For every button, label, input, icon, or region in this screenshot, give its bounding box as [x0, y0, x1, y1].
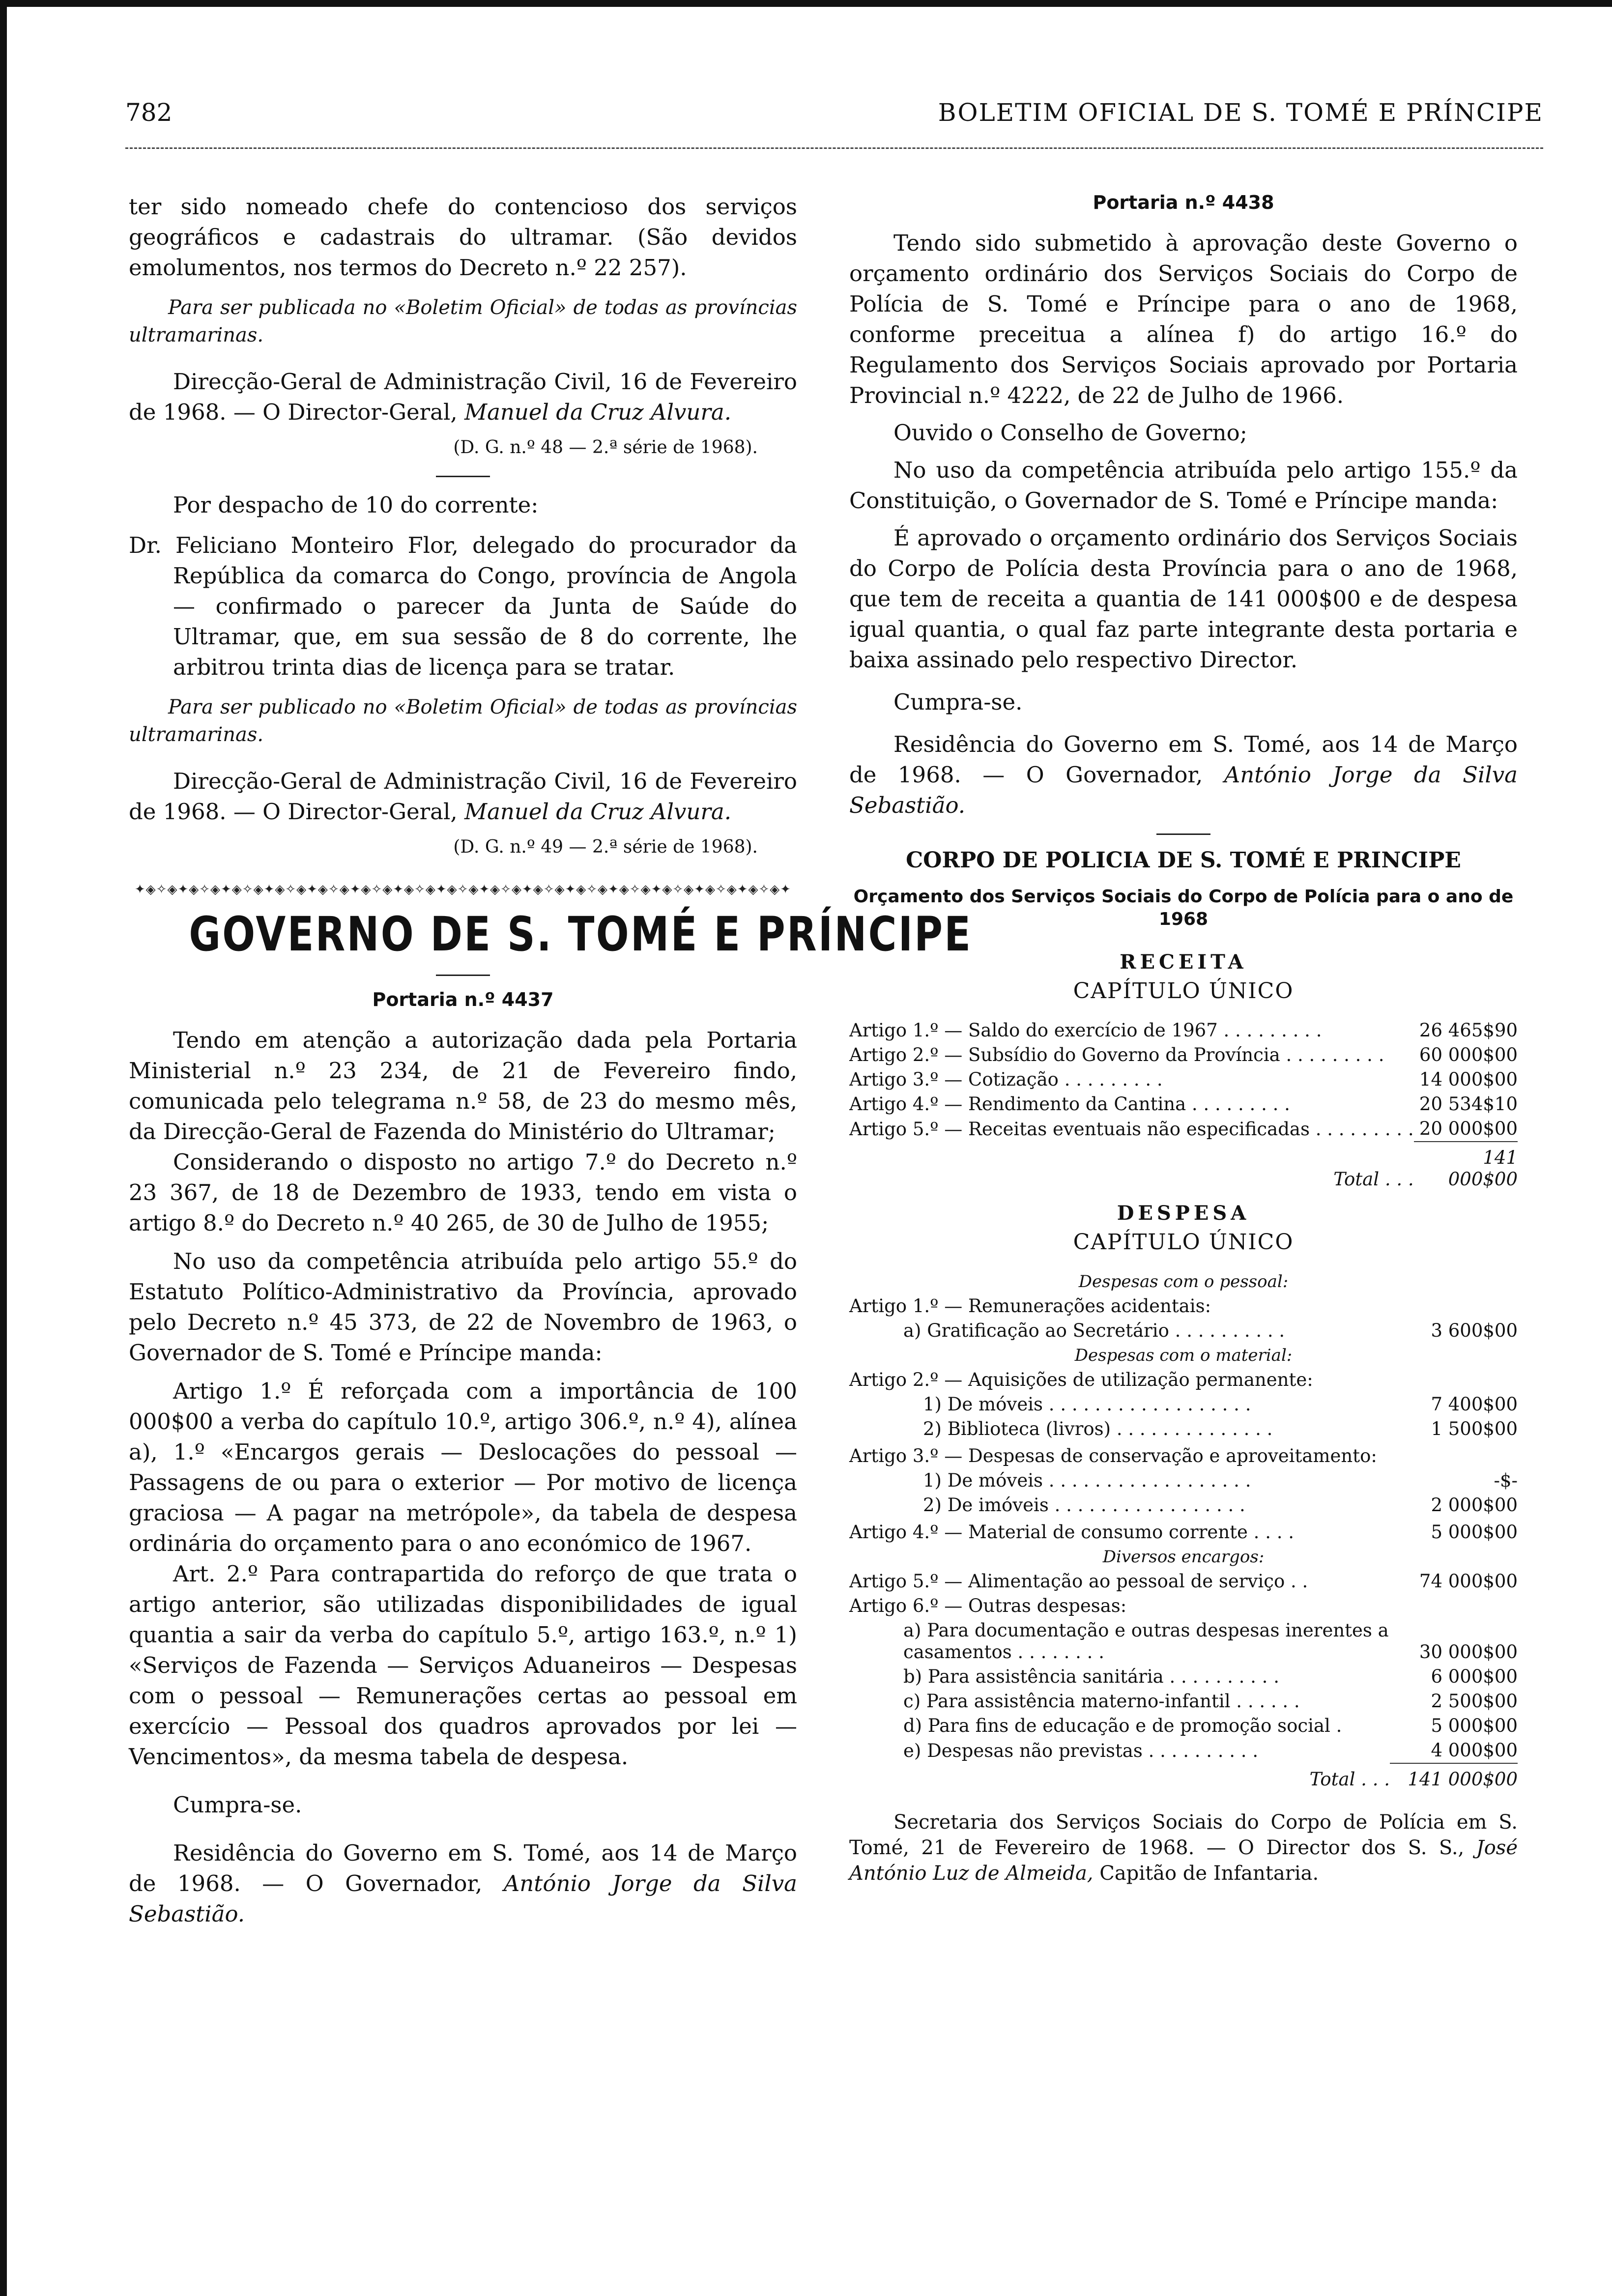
- budget-row: [849, 1714, 1518, 1738]
- budget-row: [849, 1689, 1518, 1714]
- portaria-paragraph: Considerando o disposto no artigo 7.º do Decreto n.º 23 367, de 18 de Dezembro de 1933, tendo em vista o artigo 8.º do Decreto n.º 40 265, de 30 de Julho de 1955;: [129, 1149, 797, 1236]
- row-amount: 30 000$00: [1419, 1641, 1518, 1663]
- page-border-left: [0, 0, 7, 2296]
- group-heading: Despesas com o material:: [1074, 1346, 1293, 1365]
- portaria-article: Artigo 1.º É reforçada com a importância de 100 000$00 a verba do capítulo 10.º, artigo 306.º, n.º 4), alínea a), 1.º «Encargos gerais — Deslocações do pessoal — Passagens de ou para o exterior — Por motivo de licença graciosa — A pagar na metrópole», da tabela de despesa ordinária do orçamento para o ano económico de 1967.: [129, 1378, 797, 1556]
- corpo-title: CORPO DE POLICIA DE S. TOMÉ E PRINCIPE: [906, 848, 1461, 873]
- row-amount: 74 000$00: [1419, 1571, 1518, 1592]
- budget-row: [849, 1043, 1518, 1067]
- separator-rule: [436, 476, 490, 477]
- despesa-heading: DESPESA: [1117, 1202, 1250, 1225]
- article-heading: Artigo 6.º — Outras despesas:: [849, 1595, 1127, 1616]
- total-label: Total . . .: [1333, 1169, 1414, 1190]
- cumpra-se: Cumpra-se.: [893, 689, 1023, 715]
- signatory-name: António Jorge da Silva Sebastião.: [849, 762, 1518, 818]
- portaria-paragraph: Ouvido o Conselho de Governo;: [893, 420, 1247, 446]
- receita-total-row: [849, 1142, 1518, 1192]
- despacho-heading: Por despacho de 10 do corrente:: [173, 492, 539, 518]
- row-label: Artigo 3.º — Cotização . . . . . . . . .: [849, 1069, 1163, 1090]
- row-label: d) Para fins de educação e de promoção social .: [903, 1715, 1342, 1736]
- portaria-paragraph: No uso da competência atribuída pelo artigo 155.º da Constituição, o Governador de S. Tomé e Príncipe manda:: [849, 457, 1518, 514]
- budget-signature: Secretaria dos Serviços Sociais do Corpo de Polícia em S. Tomé, 21 de Fevereiro de 1968. — O Director dos S. S., José António Luz de Almeida, Capitão de Infantaria.: [849, 1811, 1518, 1885]
- budget-row: [849, 1493, 1518, 1518]
- receita-table: [849, 1018, 1518, 1192]
- row-label: 2) De imóveis . . . . . . . . . . . . . . . . .: [923, 1494, 1245, 1516]
- portaria-paragraph: No uso da competência atribuída pelo artigo 55.º do Estatuto Político-Administrativo da Província, aprovado pelo Decreto n.º 45 373, de 22 de Novembro de 1963, o Governador de S. Tomé e Príncipe manda:: [129, 1248, 797, 1366]
- budget-row: [849, 1392, 1518, 1417]
- article-heading: Artigo 3.º — Despesas de conservação e aproveitamento:: [849, 1445, 1377, 1466]
- row-label: Artigo 2.º — Subsídio do Governo da Província . . . . . . . . .: [849, 1044, 1384, 1065]
- group-heading: Despesas com o pessoal:: [1078, 1272, 1289, 1292]
- signatory-name: António Jorge da Silva Sebastião.: [129, 1870, 797, 1927]
- budget-row: [849, 1417, 1518, 1441]
- budget-row: [849, 1117, 1518, 1142]
- budget-row: [849, 1618, 1518, 1665]
- row-label: Artigo 5.º — Alimentação ao pessoal de serviço . .: [849, 1571, 1308, 1592]
- separator-rule: [436, 975, 490, 976]
- budget-row: [849, 1067, 1518, 1092]
- right-column: [849, 192, 1518, 1886]
- article-heading: Artigo 1.º — Remunerações acidentais:: [849, 1295, 1211, 1317]
- portaria-paragraph: Tendo em atenção a autorização dada pela Portaria Ministerial n.º 23 234, de 21 de Fevereiro findo, comunicada pelo telegrama n.º 58, de 23 do mesmo mês, da Direcção-Geral de Fazenda do Ministério do Ultramar;: [129, 1027, 797, 1145]
- gazette-reference: (D. G. n.º 49 — 2.ª série de 1968).: [453, 837, 758, 857]
- budget-row: [849, 1468, 1518, 1493]
- row-amount: 6 000$00: [1431, 1666, 1518, 1687]
- group-heading: Diversos encargos:: [1102, 1547, 1265, 1567]
- row-label: a) Gratificação ao Secretário . . . . . . . . . .: [903, 1320, 1285, 1341]
- portaria-paragraph: Tendo sido submetido à aprovação deste Governo o orçamento ordinário dos Serviços Sociais do Corpo de Polícia de S. Tomé e Príncipe para o ano de 1968, conforme preceitua a alínea f) do artigo 16.º do Regulamento dos Serviços Sociais aprovado por Portaria Provincial n.º 4222, de 22 de Julho de 1966.: [849, 230, 1518, 408]
- row-label: e) Despesas não previstas . . . . . . . . . .: [903, 1740, 1259, 1761]
- row-amount: 2 000$00: [1431, 1494, 1518, 1516]
- signatory-name: José António Luz de Almeida,: [849, 1837, 1518, 1885]
- budget-row: [849, 1092, 1518, 1117]
- row-label: 1) De móveis . . . . . . . . . . . . . . . . . .: [923, 1470, 1251, 1491]
- total-amount: 141 000$00: [1414, 1142, 1518, 1192]
- portaria-paragraph: É aprovado o orçamento ordinário dos Serviços Sociais do Corpo de Polícia desta Província para o ano de 1968, que tem de receita a quantia de 141 000$00 e de despesa igual quantia, o qual faz parte integrante desta portaria e baixa assinado pelo respectivo Director.: [849, 525, 1518, 673]
- row-amount: 1 500$00: [1431, 1418, 1518, 1439]
- total-label: Total . . .: [1309, 1769, 1390, 1790]
- page-header: [125, 98, 1543, 138]
- signature-line: Residência do Governo em S. Tomé, aos 14 de Março de 1968. — O Governador, António Jorge da Silva Sebastião.: [129, 1840, 797, 1927]
- page-number: 782: [125, 98, 173, 127]
- row-amount: 7 400$00: [1431, 1394, 1518, 1415]
- separator-rule: [1156, 833, 1210, 835]
- signature-line: Direcção-Geral de Administração Civil, 16 de Fevereiro de 1968. — O Director-Geral, Manuel da Cruz Alvura.: [129, 369, 797, 425]
- row-amount: 5 000$00: [1431, 1715, 1518, 1736]
- header-rule: [125, 147, 1543, 149]
- row-amount: 3 600$00: [1431, 1320, 1518, 1341]
- row-amount: 4 000$00: [1431, 1740, 1518, 1761]
- gazette-reference: (D. G. n.º 48 — 2.ª série de 1968).: [453, 437, 758, 458]
- row-label: Artigo 4.º — Material de consumo corrente . . . .: [849, 1521, 1295, 1543]
- row-label: Artigo 5.º — Receitas eventuais não especificadas . . . . . . . . .: [849, 1119, 1414, 1140]
- signature-line: Direcção-Geral de Administração Civil, 16 de Fevereiro de 1968. — O Director-Geral, Manuel da Cruz Alvura.: [129, 768, 797, 825]
- continued-paragraph: ter sido nomeado chefe do contencioso dos serviços geográficos e cadastrais do ultramar. (São devidos emolumentos, nos termos do Decreto n.º 22 257).: [129, 194, 797, 281]
- journal-title: BOLETIM OFICIAL DE S. TOMÉ E PRÍNCIPE: [938, 98, 1543, 127]
- page-border-top: [0, 0, 1612, 7]
- budget-row: [849, 1569, 1518, 1594]
- row-label: c) Para assistência materno-infantil . . . . . .: [903, 1691, 1300, 1712]
- row-amount: 20 000$00: [1419, 1118, 1518, 1139]
- government-title: GOVERNO DE S. TOMÉ E PRÍNCIPE: [189, 907, 973, 962]
- row-amount: 20 534$10: [1419, 1093, 1518, 1115]
- row-label: 2) Biblioteca (livros) . . . . . . . . . . . . . .: [923, 1418, 1273, 1439]
- portaria-title: Portaria n.º 4438: [1093, 192, 1274, 213]
- article-heading: Artigo 2.º — Aquisições de utilização permanente:: [849, 1369, 1313, 1390]
- capitulo-heading: CAPÍTULO ÚNICO: [1073, 978, 1294, 1004]
- row-label: b) Para assistência sanitária . . . . . . . . . .: [903, 1666, 1279, 1687]
- row-amount: 2 500$00: [1431, 1691, 1518, 1712]
- budget-row: [849, 1665, 1518, 1689]
- total-amount: 141 000$00: [1390, 1763, 1518, 1792]
- cumpra-se: Cumpra-se.: [173, 1792, 302, 1818]
- publication-note: Para ser publicado no «Boletim Oficial» de todas as províncias ultramarinas.: [129, 696, 797, 746]
- despacho-paragraph: Dr. Feliciano Monteiro Flor, delegado do procurador da República da comarca do Congo, província de Angola — confirmado o parecer da Junta de Saúde do Ultramar, que, em sua sessão de 8 do corrente, lhe arbitrou trinta dias de licença para se tratar.: [129, 532, 797, 680]
- row-label: 1) De móveis . . . . . . . . . . . . . . . . . .: [923, 1394, 1251, 1415]
- row-label: Artigo 1.º — Saldo do exercício de 1967 . . . . . . . . .: [849, 1020, 1322, 1041]
- signature-line: Residência do Governo em S. Tomé, aos 14 de Março de 1968. — O Governador, António Jorge da Silva Sebastião.: [849, 731, 1518, 818]
- despesa-table: [849, 1269, 1518, 1792]
- row-label: a) Para documentação e outras despesas inerentes a casamentos . . . . . . . .: [903, 1620, 1389, 1663]
- row-amount: 26 465$90: [1419, 1020, 1518, 1041]
- budget-row: [849, 1518, 1518, 1545]
- left-column: [129, 192, 973, 1929]
- row-amount: 5 000$00: [1431, 1521, 1518, 1543]
- capitulo-heading: CAPÍTULO ÚNICO: [1073, 1230, 1294, 1255]
- row-amount: 14 000$00: [1419, 1069, 1518, 1090]
- row-amount: 60 000$00: [1419, 1044, 1518, 1065]
- despesa-total-row: [849, 1763, 1518, 1792]
- receita-heading: RECEITA: [1120, 950, 1247, 974]
- portaria-article: Art. 2.º Para contrapartida do reforço de que trata o artigo anterior, são utilizadas disponibilidades de igual quantia a sair da verba do capítulo 5.º, artigo 163.º, n.º 1) «Serviços de Fazenda — Serviços Aduaneiros — Despesas com o pessoal — Remunerações certas ao pessoal em exercício — Pessoal dos quadros aprovados por lei — Vencimentos», da mesma tabela de despesa.: [129, 1561, 797, 1770]
- portaria-title: Portaria n.º 4437: [372, 989, 554, 1010]
- signatory-name: Manuel da Cruz Alvura.: [464, 799, 732, 825]
- budget-row: [849, 1018, 1518, 1043]
- budget-title: Orçamento dos Serviços Sociais do Corpo de Polícia para o ano de 1968: [853, 887, 1514, 929]
- row-label: Artigo 4.º — Rendimento da Cantina . . . . . . . . .: [849, 1093, 1290, 1115]
- signatory-name: Manuel da Cruz Alvura.: [464, 399, 732, 425]
- publication-note: Para ser publicada no «Boletim Oficial» de todas as províncias ultramarinas.: [129, 296, 797, 346]
- budget-row: [849, 1319, 1518, 1343]
- budget-row: [849, 1738, 1518, 1763]
- row-amount: -$-: [1494, 1470, 1518, 1491]
- ornament-divider: ✦◈✧◈✦◈✧◈✦◈✧◈✦◈✧◈✦◈✧◈✦◈✧◈✦◈✧◈✦◈✧◈✦◈✧◈✦◈✧◈✦◈✧◈✦◈✧◈✦◈✧◈✦◈✧◈✦◈✧◈✦: [134, 882, 792, 897]
